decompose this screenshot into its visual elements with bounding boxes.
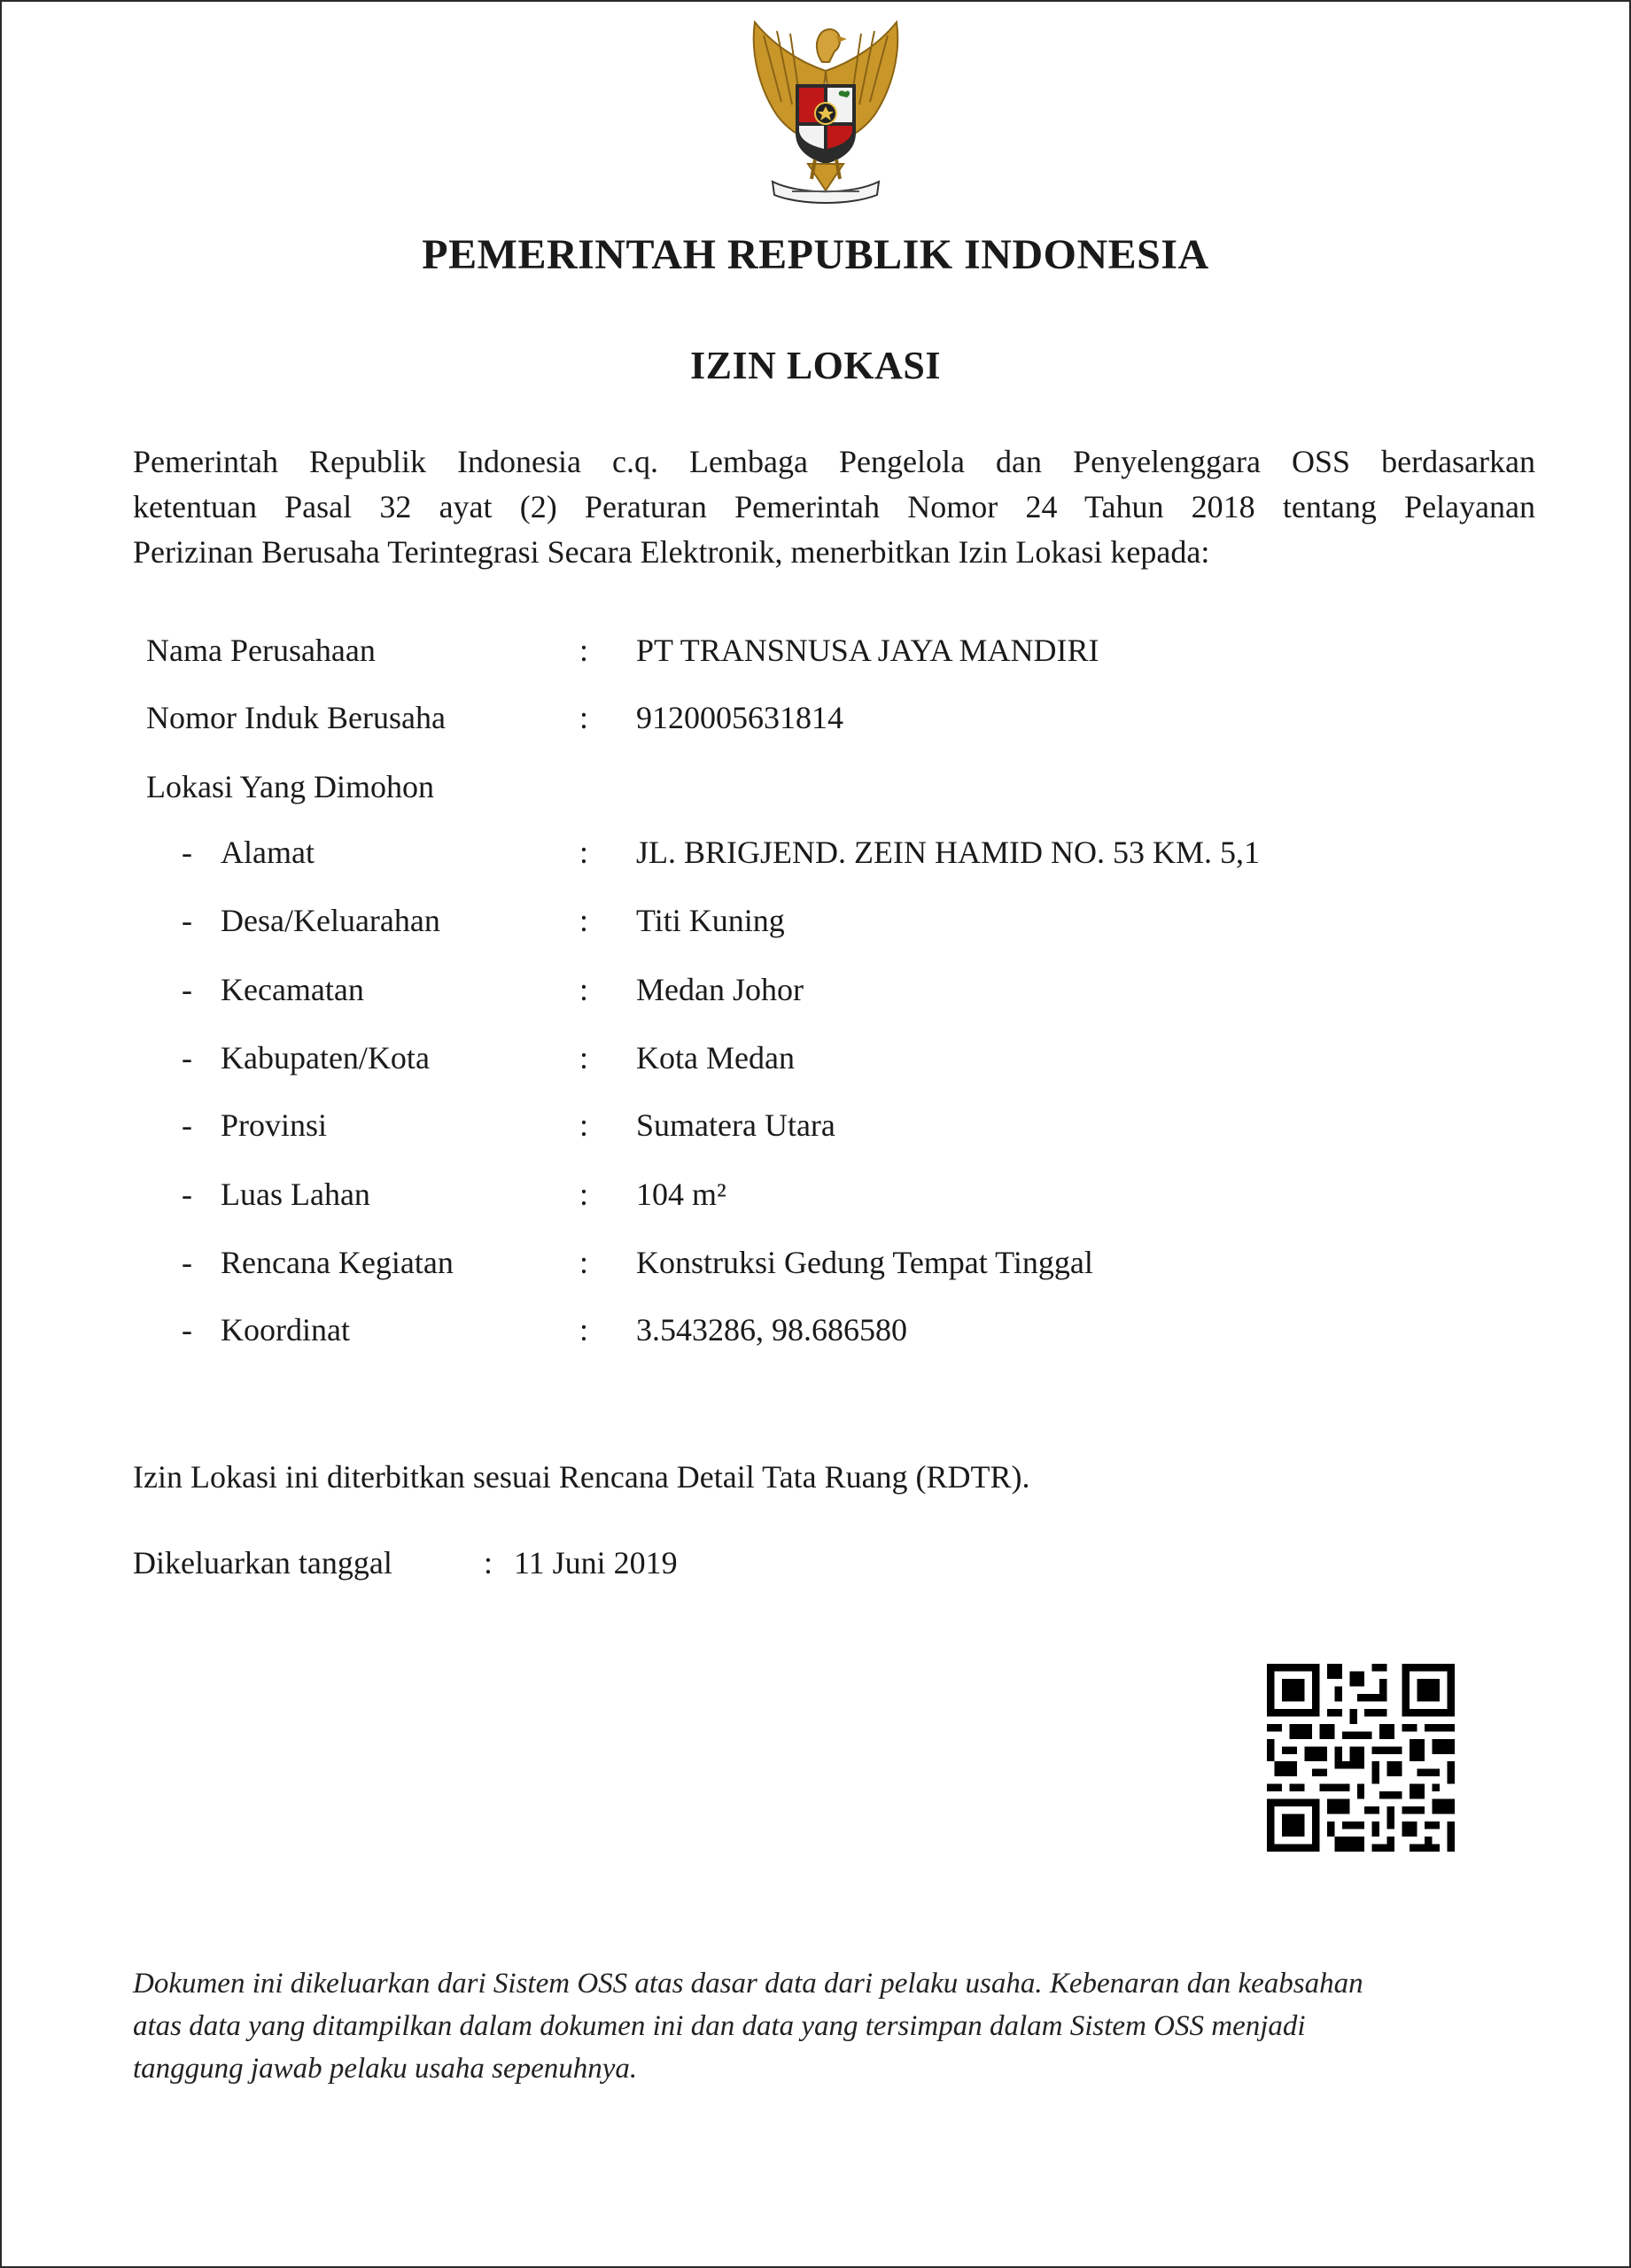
separator: : <box>579 1177 589 1212</box>
separator: : <box>579 1245 589 1280</box>
issued-date-row <box>133 1541 842 1585</box>
company-name-row <box>146 628 1475 672</box>
field-label: Kabupaten/Kota <box>221 1040 430 1076</box>
location-field-row <box>182 1103 1511 1147</box>
field-value: 3.543286, 98.686580 <box>636 1312 907 1348</box>
intro-line: ketentuan Pasal 32 ayat (2) Peraturan Pemerintah Nomor 24 Tahun 2018 tentang Pelayanan <box>133 489 1535 524</box>
document-title: IZIN LOKASI <box>689 344 942 387</box>
field-value: 104 m² <box>636 1177 726 1212</box>
location-field-row <box>182 830 1511 874</box>
company-name-label: Nama Perusahaan <box>146 633 376 668</box>
location-field-row <box>182 898 1511 943</box>
separator: : <box>579 1107 589 1143</box>
separator: : <box>484 1545 493 1581</box>
separator: : <box>579 1040 589 1076</box>
separator: : <box>579 700 589 735</box>
location-field-row <box>182 1036 1511 1080</box>
field-value: Kota Medan <box>636 1040 795 1076</box>
field-label: Luas Lahan <box>221 1177 370 1212</box>
location-field-row <box>182 1240 1511 1285</box>
location-field-row <box>182 967 1511 1012</box>
bullet-dash: - <box>182 1177 192 1212</box>
separator: : <box>579 903 589 938</box>
nib-value: 9120005631814 <box>636 700 843 735</box>
government-title: PEMERINTAH REPUBLIK INDONESIA <box>422 231 1209 278</box>
field-label: Provinsi <box>221 1107 328 1143</box>
bullet-dash: - <box>182 1312 192 1348</box>
bullet-dash: - <box>182 1245 192 1280</box>
separator: : <box>579 972 589 1007</box>
issued-label: Dikeluarkan tanggal <box>133 1545 392 1581</box>
disclaimer-line: atas data yang ditampilkan dalam dokumen ini dan data yang tersimpan dalam Sistem OSS menjadi <box>133 2010 1306 2042</box>
field-label: Kecamatan <box>221 972 364 1007</box>
nib-label: Nomor Induk Berusaha <box>146 700 446 735</box>
field-label: Alamat <box>221 835 315 870</box>
location-field-row <box>182 1172 1511 1216</box>
intro-paragraph <box>133 439 1535 575</box>
disclaimer <box>133 1962 1524 2090</box>
issued-date: 11 Juni 2019 <box>514 1545 678 1581</box>
separator: : <box>579 835 589 870</box>
disclaimer-line: Dokumen ini dikeluarkan dari Sistem OSS atas dasar data dari pelaku usaha. Kebenaran dan keabsahan <box>133 1968 1363 2000</box>
field-label: Desa/Keluarahan <box>221 903 440 938</box>
location-heading: Lokasi Yang Dimohon <box>146 769 435 804</box>
field-label: Koordinat <box>221 1312 350 1348</box>
nib-row <box>146 695 1475 740</box>
disclaimer-line: tanggung jawab pelaku usaha sepenuhnya. <box>133 2053 638 2085</box>
field-value: Sumatera Utara <box>636 1107 835 1143</box>
field-value: Medan Johor <box>636 972 804 1007</box>
company-name-value: PT TRANSNUSA JAYA MANDIRI <box>636 633 1099 668</box>
bullet-dash: - <box>182 972 192 1007</box>
separator: : <box>579 633 589 668</box>
intro-line: Pemerintah Republik Indonesia c.q. Lembaga Pengelola dan Penyelenggara OSS berdasarkan <box>133 444 1535 479</box>
field-value: Konstruksi Gedung Tempat Tinggal <box>636 1245 1093 1280</box>
qr-code-icon <box>1267 1664 1455 1852</box>
intro-line: Perizinan Berusaha Terintegrasi Secara Elektronik, menerbitkan Izin Lokasi kepada: <box>133 534 1210 570</box>
rdtr-statement: Izin Lokasi ini diterbitkan sesuai Rencana Detail Tata Ruang (RDTR). <box>133 1459 1030 1495</box>
field-value: Titi Kuning <box>636 903 785 938</box>
location-field-row <box>182 1308 1511 1352</box>
separator: : <box>579 1312 589 1348</box>
bullet-dash: - <box>182 1107 192 1143</box>
garuda-emblem-icon <box>737 18 914 208</box>
bullet-dash: - <box>182 835 192 870</box>
bullet-dash: - <box>182 903 192 938</box>
field-value: JL. BRIGJEND. ZEIN HAMID NO. 53 KM. 5,1 <box>636 835 1260 870</box>
field-label: Rencana Kegiatan <box>221 1245 454 1280</box>
location-heading-row <box>146 765 1475 809</box>
bullet-dash: - <box>182 1040 192 1076</box>
